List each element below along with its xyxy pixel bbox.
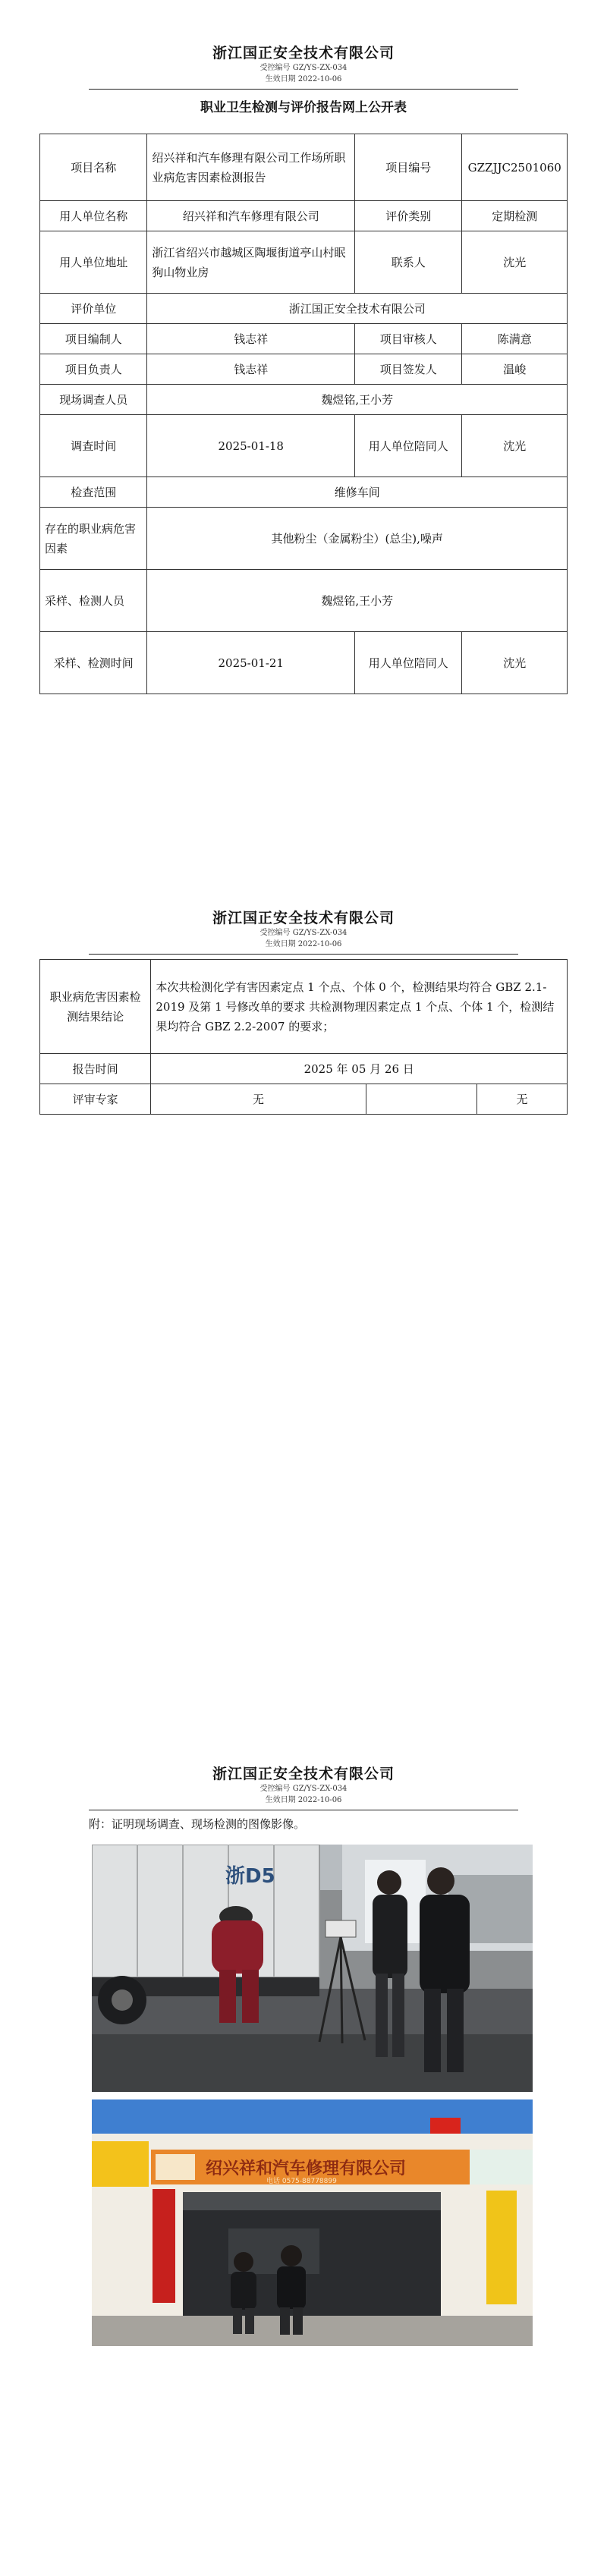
table-row [40,1054,568,1084]
samplers-label: 采样、检测人员 [40,570,147,632]
manager-value: 钱志祥 [147,354,355,385]
info-table [39,134,568,694]
page-header [0,42,607,85]
employer-value: 绍兴祥和汽车修理有限公司 [147,201,355,231]
contact-value: 沈光 [462,231,568,294]
survey-time-value: 2025-01-18 [147,415,355,477]
issuer-value: 温峻 [462,354,568,385]
truck-plate-text: 浙D5 [225,1865,275,1888]
page-header [0,907,607,950]
project-no-label: 项目编号 [355,134,462,201]
site-sampling-photo [92,1845,533,2092]
company-name: 浙江国正安全技术有限公司 [212,1766,395,1782]
reviewer-value: 陈满意 [462,324,568,354]
escort-label: 用人单位陪同人 [355,415,462,477]
storefront-image [92,2099,533,2346]
compiler-value: 钱志祥 [147,324,355,354]
experts-label: 评审专家 [40,1084,151,1115]
compiler-label: 项目编制人 [40,324,147,354]
page-header [0,1763,607,1806]
document-title: 职业卫生检测与评价报告网上公开表 [200,100,407,115]
conclusion-table [39,959,568,1115]
table-row [40,477,568,508]
sample-time-value: 2025-01-21 [147,632,355,694]
hazards-value: 其他粉尘（金属粉尘）(总尘),噪声 [147,508,568,570]
table-row [40,134,568,201]
shop-phone-text: 电话 0575-88778899 [266,2178,337,2185]
evaluator-label: 评价单位 [40,294,147,324]
company-name: 浙江国正安全技术有限公司 [212,910,395,926]
table-row [40,294,568,324]
contact-label: 联系人 [355,231,462,294]
conclusion-label: 职业病危害因素检测结果结论 [40,960,151,1054]
report-time-value: 2025 年 05 月 26 日 [151,1054,568,1084]
table-row [40,632,568,694]
project-name-value: 绍兴祥和汽车修理有限公司工作场所职业病危害因素检测报告 [147,134,355,201]
reviewer-label: 项目审核人 [355,324,462,354]
storefront-photo [92,2099,533,2346]
project-no-value: GZZJJC2501060 [462,134,568,201]
table-row [40,324,568,354]
eval-type-label: 评价类别 [355,201,462,231]
report-time-label: 报告时间 [40,1054,151,1084]
site-sampling-image [92,1845,533,2092]
table-row [40,415,568,477]
survey-time-label: 调查时间 [40,415,147,477]
experts-gap [366,1084,476,1115]
manager-label: 项目负责人 [40,354,147,385]
escort2-label: 用人单位陪同人 [355,632,462,694]
effective-date: 生效日期 2022-10-06 [265,1796,342,1804]
employer-label: 用人单位名称 [40,201,147,231]
investigators-value: 魏煜铭,王小芳 [147,385,568,415]
escort2-value: 沈光 [462,632,568,694]
table-row [40,354,568,385]
eval-type-value: 定期检测 [462,201,568,231]
control-number: 受控编号 GZ/YS-ZX-034 [259,929,348,937]
effective-date: 生效日期 2022-10-06 [265,75,342,83]
table-row [40,385,568,415]
investigators-label: 现场调查人员 [40,385,147,415]
control-number: 受控编号 GZ/YS-ZX-034 [259,1785,348,1793]
sample-time-label: 采样、检测时间 [40,632,147,694]
shop-sign-text: 绍兴祥和汽车修理有限公司 [206,2159,407,2178]
effective-date: 生效日期 2022-10-06 [265,940,342,948]
escort-value: 沈光 [462,415,568,477]
attachment-note: 附：证明现场调查、现场检测的图像影像。 [89,1817,306,1831]
scope-label: 检查范围 [40,477,147,508]
scope-value: 维修车间 [147,477,568,508]
issuer-label: 项目签发人 [355,354,462,385]
control-number: 受控编号 GZ/YS-ZX-034 [259,64,348,72]
hazards-label: 存在的职业病危害因素 [40,508,147,570]
header-rule [89,89,518,90]
table-row [40,1084,568,1115]
table-row [40,960,568,1054]
table-row [40,508,568,570]
table-row [40,201,568,231]
table-row [40,231,568,294]
experts-value-2: 无 [476,1084,567,1115]
conclusion-value: 本次共检测化学有害因素定点 1 个点、个体 0 个，检测结果均符合 GBZ 2.1-2019 及第 1 号修改单的要求 共检测物理因素定点 1 个点、个体 1 个，检测结果均符合 GBZ 2.2-2007 的要求； [151,960,568,1054]
evaluator-value: 浙江国正安全技术有限公司 [147,294,568,324]
experts-value: 无 [151,1084,366,1115]
table-row [40,570,568,632]
samplers-value: 魏煜铭,王小芳 [147,570,568,632]
header-rule [89,954,518,955]
address-label: 用人单位地址 [40,231,147,294]
project-name-label: 项目名称 [40,134,147,201]
company-name: 浙江国正安全技术有限公司 [212,45,395,61]
address-value: 浙江省绍兴市越城区陶堰街道亭山村眠狗山物业房 [147,231,355,294]
